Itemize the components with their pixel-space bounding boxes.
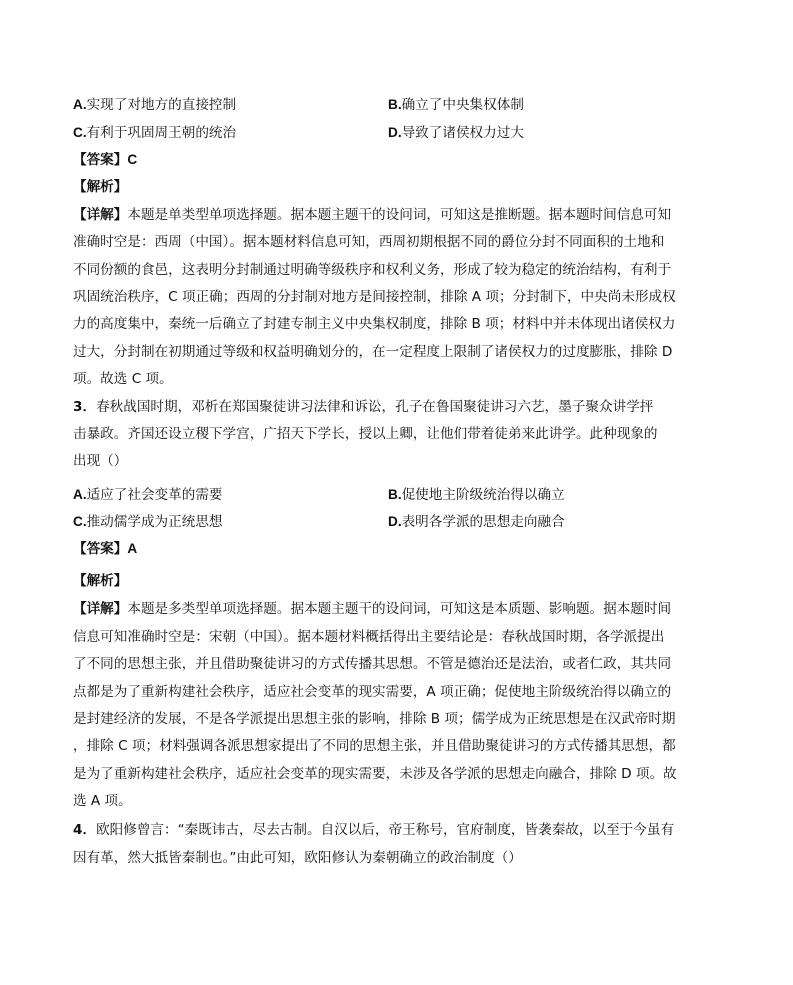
option-text: 实现了对地方的直接控制 (86, 97, 237, 113)
q3-analysis-label: 【解析】 (73, 573, 128, 589)
option-text: 有利于巩固周王朝的统治 (86, 125, 237, 141)
q3-explanation-line-4: 点都是为了重新构建社会秩序，适应社会变革的现实需要，A 项正确；促使地主阶级统治得以确立的 (73, 684, 672, 700)
stem-text: 春秋战国时期，邓析在郑国聚徒讲习法律和诉讼，孔子在鲁国聚徒讲习六艺，墨子聚众讲学抨 (96, 399, 654, 415)
option-text: 确立了中央集权体制 (401, 97, 524, 113)
q3-option-d (388, 515, 565, 530)
option-letter: A. (73, 97, 87, 112)
option-letter: D. (388, 514, 402, 529)
q2-analysis-label: 【解析】 (73, 179, 128, 195)
q3-explanation-line-5: 是封建经济的发展，不是各学派提出思想主张的影响，排除 B 项；儒学成为正统思想是在汉武帝时期 (73, 711, 676, 727)
q2-explanation-line-1 (73, 209, 671, 223)
q3-option-a (73, 488, 223, 503)
q3-explanation-line-8: 选 A 项。 (73, 793, 132, 809)
q2-option-a (73, 98, 236, 113)
q3-stem-line-2: 击暴政。齐国还设立稷下学宫，广招天下学长，授以上卿，让他们带着徒弟来此讲学。此种现象的 (73, 426, 658, 442)
detail-label: 【详解】 (73, 601, 128, 617)
q3-stem-line-1 (73, 401, 653, 415)
q2-explanation-line-2: 准确时空是：西周（中国）。据本题材料信息可知，西周初期根据不同的爵位分封不同面积的土地和 (73, 234, 665, 250)
option-letter: B. (388, 97, 402, 112)
q2-explanation-line-6: 过大，分封制在初期通过等级和权益明确划分的，在一定程度上限制了诸侯权力的过度膨胀，排除 D (73, 344, 673, 360)
q3-option-b (388, 488, 565, 503)
explanation-text: 本题是多类型单项选择题。据本题主题干的设问词，可知这是本质题、影响题。据本题时间 (127, 601, 672, 617)
stem-text: 欧阳修曾言：“秦既讳古，尽去古制。自汉以后，帝王称号，官府制度，皆袭秦故，以至于今虽有 (96, 822, 675, 838)
q2-explanation-line-4: 巩固统治秩序，C 项正确；西周的分封制对地方是间接控制，排除 A 项；分封制下，中央尚未形成权 (73, 289, 676, 305)
q3-explanation-line-1 (73, 603, 671, 617)
option-text: 导致了诸侯权力过大 (401, 125, 524, 141)
q4-stem-line-2: 因有革，然大抵皆秦制也。”由此可知，欧阳修认为秦朝确立的政治制度（） (73, 850, 522, 866)
q2-explanation-line-3: 不同份额的食邑，这表明分封制通过明确等级秩序和权利义务，形成了较为稳定的统治结构，有利于 (73, 262, 672, 278)
question-number: 4． (73, 822, 97, 838)
q3-option-c (73, 515, 223, 530)
question-number: 3． (73, 399, 97, 415)
answer-value: C (127, 152, 138, 167)
option-letter: C. (73, 125, 87, 140)
answer-value: A (127, 541, 138, 556)
q2-explanation-line-5: 力的高度集中，秦统一后确立了封建专制主义中央集权制度，排除 B 项；材料中并未体现出诸侯权力 (73, 316, 676, 332)
q3-explanation-line-7: 是为了重新构建社会秩序，适应社会变革的现实需要，未涉及各学派的思想走向融合，排除 D 项。故 (73, 766, 677, 782)
option-text: 促使地主阶级统治得以确立 (401, 487, 565, 503)
answer-label: 【答案】 (73, 152, 128, 168)
option-letter: D. (388, 125, 402, 140)
q2-option-d (388, 126, 524, 141)
q2-explanation-line-7: 项。故选 C 项。 (73, 371, 173, 387)
q2-option-c (73, 126, 236, 141)
q2-option-b (388, 98, 524, 113)
q3-answer (73, 542, 137, 557)
q4-stem-line-1 (73, 824, 674, 838)
option-text: 推动儒学成为正统思想 (86, 514, 223, 530)
q3-explanation-line-6: ，排除 C 项；材料强调各派思想家提出了不同的思想主张，并且借助聚徒讲习的方式传播其思想，都 (73, 738, 676, 754)
option-letter: B. (388, 487, 402, 502)
q2-answer (73, 153, 137, 168)
option-text: 适应了社会变革的需要 (86, 487, 223, 503)
detail-label: 【详解】 (73, 207, 128, 223)
explanation-text: 本题是单类型单项选择题。据本题主题干的设问词，可知这是推断题。据本题时间信息可知 (127, 207, 672, 223)
answer-label: 【答案】 (73, 541, 128, 557)
option-letter: A. (73, 487, 87, 502)
option-text: 表明各学派的思想走向融合 (401, 514, 565, 530)
q3-stem-line-3: 出现（） (73, 453, 128, 469)
option-letter: C. (73, 514, 87, 529)
q3-explanation-line-3: 了不同的思想主张，并且借助聚徒讲习的方式传播其思想。不管是德治还是法治，或者仁政，其共同 (73, 656, 672, 672)
q3-explanation-line-2: 信息可知准确时空是：宋朝（中国）。据本题材料概括得出主要结论是：春秋战国时期，各学派提出 (73, 629, 665, 645)
